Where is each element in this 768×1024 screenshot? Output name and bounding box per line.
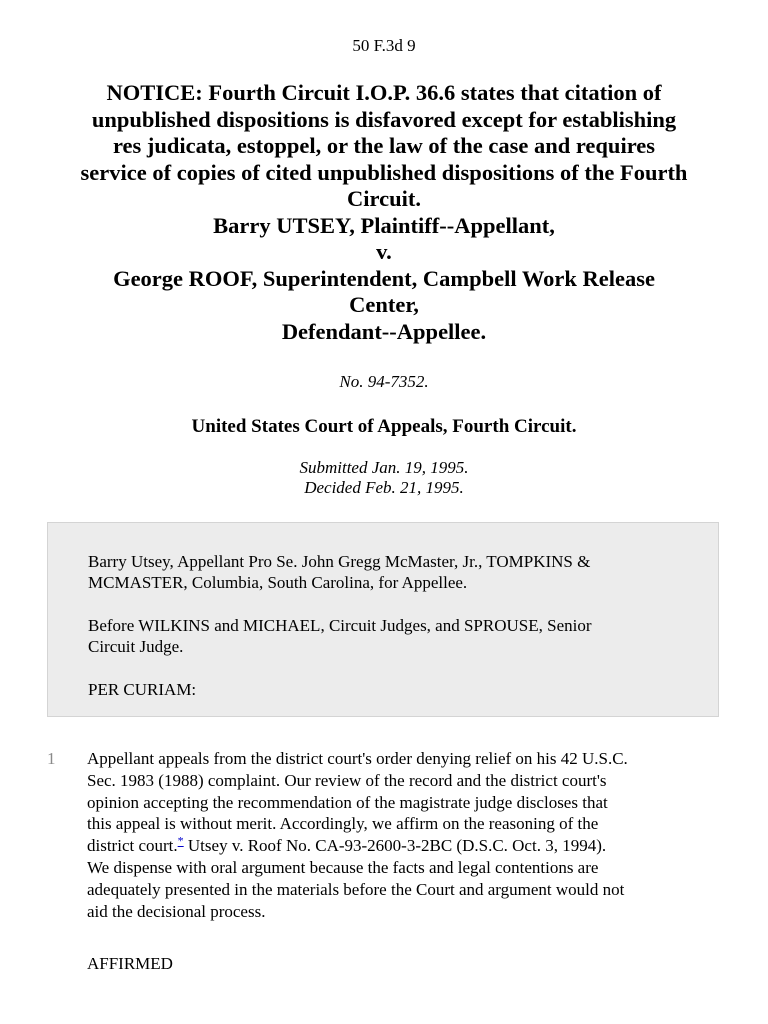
- plaintiff-name: Barry UTSEY, Plaintiff--Appellant,: [213, 212, 555, 238]
- defendant-name: George ROOF, Superintendent, Campbell Work Release: [113, 265, 655, 291]
- paragraph-number: 1: [47, 749, 56, 768]
- opinion-text: district court.: [87, 836, 178, 856]
- decided-date: Decided Feb. 21, 1995.: [304, 478, 464, 497]
- notice-line: res judicata, estoppel, or the law of the case and requires: [112, 133, 656, 158]
- panel-line: Circuit Judge.: [88, 637, 184, 656]
- citation: 50 F.3d 9: [352, 36, 416, 55]
- panel-paragraph: [88, 615, 688, 657]
- notice-line: NOTICE: Fourth Circuit I.O.P. 36.6 states that citation of: [106, 80, 662, 105]
- opinion-line-with-footnote: [87, 835, 727, 857]
- opinion-line: adequately presented in the materials before the Court and argument would not: [87, 879, 625, 899]
- counsel-line: Barry Utsey, Appellant Pro Se. John Gregg McMaster, Jr., TOMPKINS &: [88, 552, 591, 571]
- opinion-line: this appeal is without merit. Accordingly, we affirm on the reasoning of the: [87, 814, 599, 834]
- defendant-name: Center,: [349, 292, 419, 317]
- counsel-paragraph: [88, 551, 688, 593]
- notice-line: service of copies of cited unpublished dispositions of the Fourth: [80, 159, 688, 185]
- opinion-line: opinion accepting the recommendation of the magistrate judge discloses that: [87, 792, 608, 812]
- opinion-line: We dispense with oral argument because the facts and legal contentions are: [87, 857, 599, 877]
- versus: v.: [376, 239, 392, 264]
- notice-line: Circuit.: [347, 186, 421, 211]
- opinion-line: aid the decisional process.: [87, 901, 266, 921]
- counsel-panel-box: [47, 522, 719, 717]
- counsel-line: MCMASTER, Columbia, South Carolina, for Appellee.: [88, 573, 468, 592]
- disposition: AFFIRMED: [87, 954, 173, 973]
- defendant-role: Defendant--Appellee.: [281, 318, 487, 344]
- court-name: United States Court of Appeals, Fourth Circuit.: [191, 416, 577, 437]
- decision-dates: [0, 458, 768, 498]
- opinion-line: Sec. 1983 (1988) complaint. Our review of the record and the district court's: [87, 770, 607, 790]
- submitted-date: Submitted Jan. 19, 1995.: [299, 458, 469, 477]
- case-heading: [30, 80, 738, 345]
- footnote-link[interactable]: *: [177, 833, 184, 848]
- opinion-paragraph: [87, 748, 727, 922]
- opinion-line: Appellant appeals from the district court's order denying relief on his 42 U.S.C.: [87, 749, 628, 768]
- per-curiam: PER CURIAM:: [88, 680, 197, 699]
- docket-number: No. 94-7352.: [339, 372, 429, 391]
- opinion-text: Utsey v. Roof No. CA-93-2600-3-2BC (D.S.C. Oct. 3, 1994).: [183, 836, 607, 856]
- notice-line: unpublished dispositions is disfavored except for establishing: [91, 106, 677, 132]
- panel-line: Before WILKINS and MICHAEL, Circuit Judges, and SPROUSE, Senior: [88, 616, 592, 635]
